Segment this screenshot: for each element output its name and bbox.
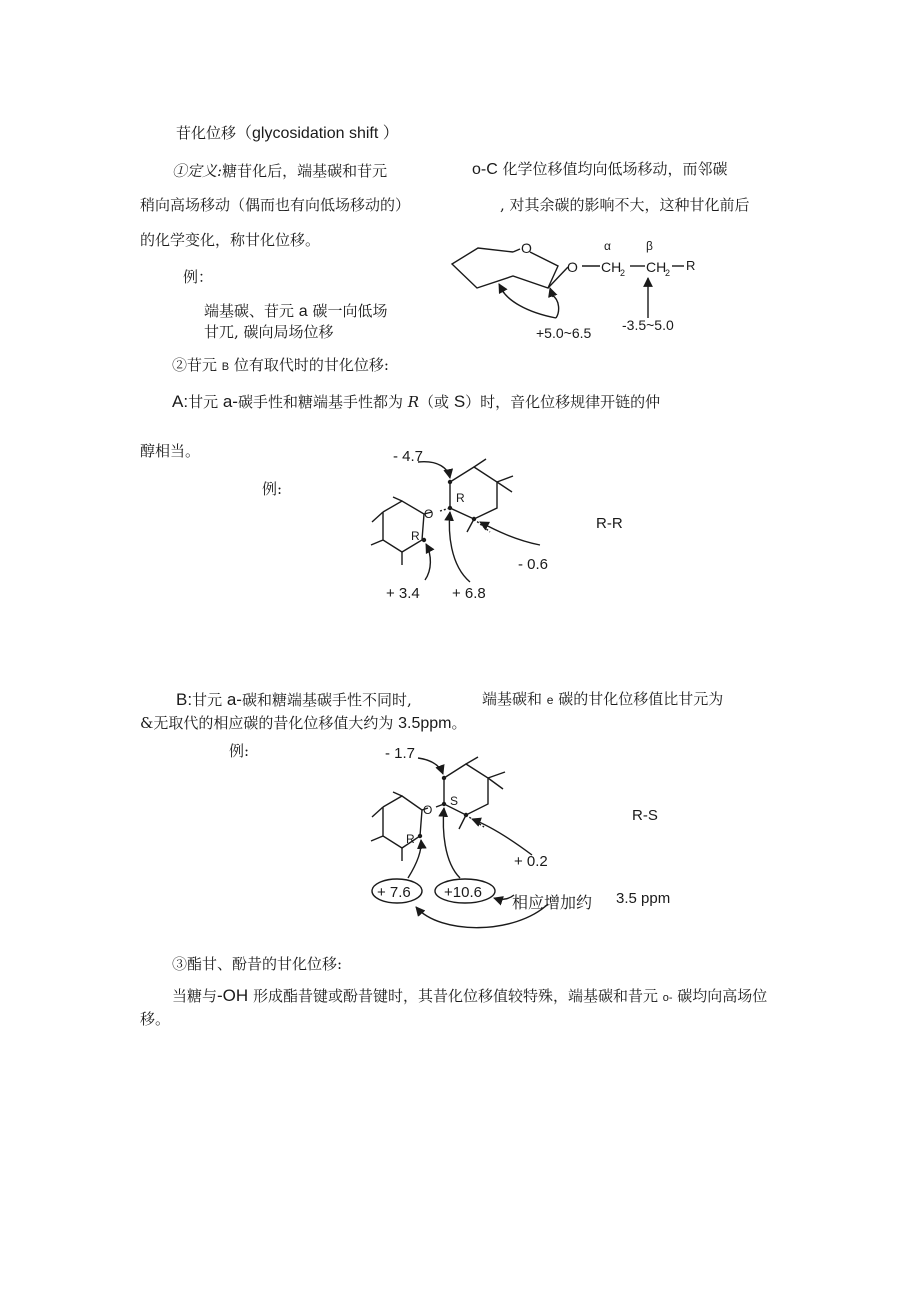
title-cn: 苷化位移 xyxy=(176,124,237,142)
diagram3-note: 相应增加约 xyxy=(512,893,593,912)
diagram1-shift-anomeric: +5.0~6.5 xyxy=(536,325,592,341)
example-label-2: 例: xyxy=(262,480,283,498)
diagram1-pyran-ring xyxy=(452,248,558,288)
section3-text-e: 碳均向高场位 xyxy=(672,987,768,1005)
diagram2-glycoside xyxy=(371,459,540,582)
rule-a-text-b: 甘元 xyxy=(188,393,223,411)
diagram3-sugar-r: R xyxy=(406,832,415,846)
definition-text-2: 化学位移值均向低场移动，而邻碳 xyxy=(497,160,728,178)
definition-line-3: 的化学变化，称甘化位移。 xyxy=(140,231,321,249)
diagram2-shift-top: - 4.7 xyxy=(393,448,424,465)
note-alpha: a xyxy=(298,303,308,320)
rule-a-line-2: 醇相当。 xyxy=(140,442,201,460)
section3-title: ③酯甘、酚昔的甘化位移: xyxy=(172,955,343,973)
diagram3-shift-right: + 0.2 xyxy=(514,853,548,870)
diagram2-shift-left: + 3.4 xyxy=(386,585,420,602)
rule-b-ppm: 3.5ppm xyxy=(398,715,452,732)
diagram2-labels xyxy=(386,448,623,602)
diagram2-oxygen: O xyxy=(424,507,434,521)
section2-title-b: B xyxy=(221,361,230,373)
section2-title-c: 位有取代时的甘化位移: xyxy=(229,356,389,374)
rule-a-alpha: a- xyxy=(222,392,238,411)
example-label-1: 例： xyxy=(183,268,214,286)
diagram1-sub-1: 2 xyxy=(620,268,626,278)
diagram2-sugar-r: R xyxy=(411,529,420,543)
oc-term: o-C xyxy=(472,161,498,178)
definition-text-1: 糖苷化后，端基碳和苷元 xyxy=(222,162,388,180)
diagram1-alpha: α xyxy=(604,239,611,253)
note-text-c: 碳一向低场 xyxy=(307,302,388,320)
diagram3-note-value: 3.5 ppm xyxy=(616,890,671,907)
note-line-2: 甘兀, 碳向局场位移 xyxy=(204,323,334,341)
diagram2-shift-mid: + 6.8 xyxy=(452,585,486,602)
diagram1-sub-2: 2 xyxy=(665,268,671,278)
diagram3-label: R-S xyxy=(632,807,658,824)
diagram2-shift-right: - 0.6 xyxy=(518,556,549,573)
rule-b-text-2c: 。 xyxy=(451,714,467,732)
diagram1-ch2-alpha: CH xyxy=(601,259,622,275)
rule-a-text-f: （或 xyxy=(419,393,454,411)
diagram1-labels xyxy=(521,239,695,341)
rule-a-text-h: ）时，音化位移规律开链的仲 xyxy=(465,393,661,411)
diagram1-beta: β xyxy=(646,239,653,253)
rule-b-e: e xyxy=(546,693,554,707)
example-label-3: 例: xyxy=(229,742,250,760)
section3-o: o- xyxy=(662,992,673,1004)
section3-line-2: 移。 xyxy=(140,1010,171,1028)
diagram3-shift-top: - 1.7 xyxy=(385,745,416,762)
rule-a-s: S xyxy=(453,392,466,411)
rule-b-text-e: 端基碳和 xyxy=(482,690,547,708)
diagram3-oxygen: O xyxy=(423,803,433,817)
diagram3-shift-mid: +10.6 xyxy=(444,884,482,901)
rule-b-text-d: 碳和糖端基碳手性不同时, xyxy=(241,691,412,709)
definition-line-2b: , 对其余碳的影响不大，这种甘化前后 xyxy=(500,196,750,214)
diagram3-aglycone-s: S xyxy=(450,794,459,808)
diagram1-link-oxygen: O xyxy=(567,259,578,275)
title-en: （glycosidation shift ） xyxy=(236,125,399,142)
diagram3-sugar-ring xyxy=(383,796,422,848)
diagram1-arrow-anomeric xyxy=(502,290,559,318)
diagram1-ring-oxygen: O xyxy=(521,240,532,256)
rule-b-text-b: 甘元 xyxy=(192,691,227,709)
diagram1-shift-beta: -3.5~5.0 xyxy=(622,317,674,333)
diagram2-aglycone-r: R xyxy=(456,491,465,505)
note-text-a: 端基碳、苷元 xyxy=(204,302,299,320)
section3-text-c: 形成酯昔键或酚昔键时，其昔化位移值较特殊，端基碳和昔元 xyxy=(248,987,663,1005)
diagram3-shift-left: + 7.6 xyxy=(377,884,411,901)
section3-oh: -OH xyxy=(217,986,249,1005)
section2-title-a: ②苷元 xyxy=(172,356,222,374)
definition-label: ①定义: xyxy=(172,162,223,180)
rule-b-label: B: xyxy=(176,690,193,709)
diagram2-label: R-R xyxy=(596,515,623,532)
rule-b-text-2a: &无取代的相应碳的昔化位移值大约为 xyxy=(140,714,399,732)
rule-b-alpha: a- xyxy=(226,690,242,709)
rule-a-r: R xyxy=(407,393,420,411)
definition-line-2a: 稍向高场移动（偶而也有向低场移动的） xyxy=(140,196,411,214)
section3-text-a: 当糖与 xyxy=(172,987,218,1005)
diagram1-ch2-beta: CH xyxy=(646,259,667,275)
rule-a-label: A: xyxy=(172,392,189,411)
diagram1-r-group: R xyxy=(686,258,696,273)
rule-a-text-d: 碳手性和糖端基手性都为 xyxy=(237,393,408,411)
diagram2-sugar-ring xyxy=(383,501,424,552)
rule-b-text-g: 碳的甘化位移值比甘元为 xyxy=(553,690,724,708)
